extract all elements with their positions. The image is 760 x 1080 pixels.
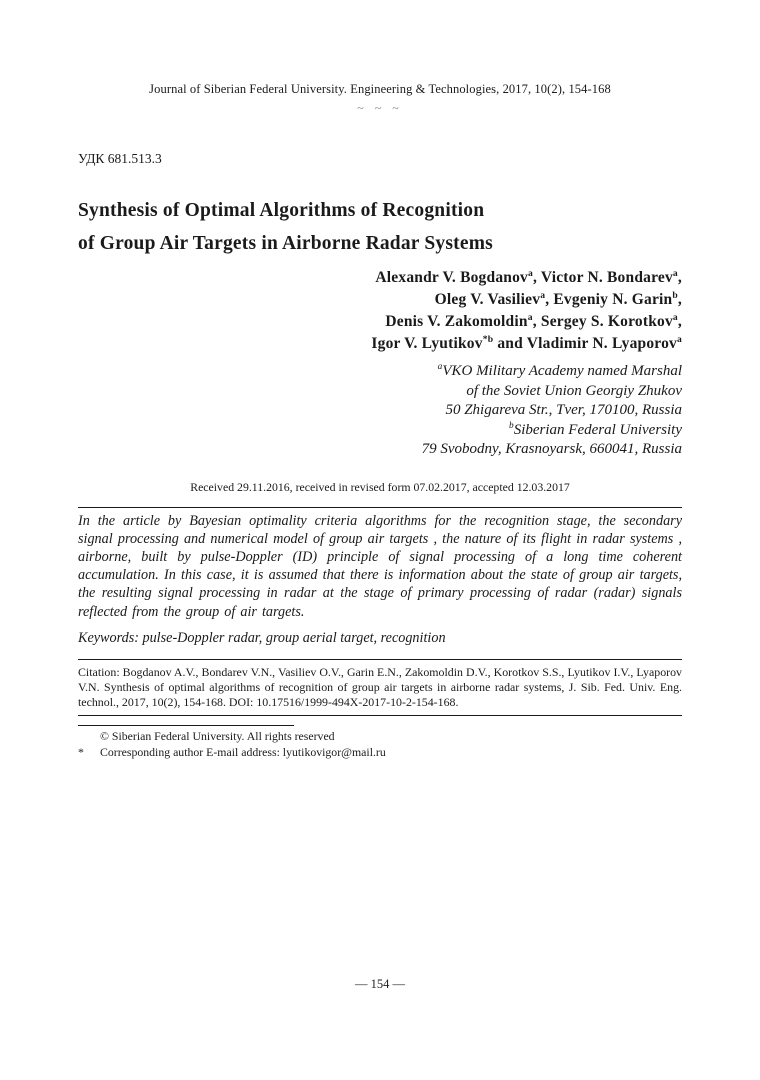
tilde-separator: ~ ~ ~ (357, 101, 403, 115)
author-name: Denis V. Zakomoldin (385, 313, 528, 330)
affiliation-line (78, 401, 682, 421)
article-title-line-1: Synthesis of Optimal Algorithms of Recognition (78, 200, 485, 221)
author-affiliation-sup: a (677, 333, 682, 345)
author-line (78, 311, 682, 333)
affiliation-text: VKO Military Academy named Marshal (442, 363, 682, 379)
author-line-tail: , (677, 291, 682, 308)
corresponding-author-text: Corresponding author E-mail address: lyutikovigor@mail.ru (100, 744, 386, 759)
keywords-line: Keywords: pulse-Doppler radar, group aerial target, recognition (78, 629, 446, 646)
affiliations-block (78, 362, 682, 460)
affiliation-sup: b (509, 420, 514, 431)
author-affiliation-sup: a (672, 311, 678, 323)
author-line (78, 267, 682, 289)
author-line-tail: , (677, 269, 682, 286)
article-title-line-2: of Group Air Targets in Airborne Radar Systems (78, 233, 493, 254)
affiliation-text: 50 Zhigareva Str., Tver, 170100, Russia (445, 402, 682, 418)
author-affiliation-sup: b (672, 289, 678, 301)
author-name: and Vladimir N. Lyaporov (493, 335, 677, 352)
affiliation-text: of the Soviet Union Georgiy Zhukov (466, 382, 682, 399)
footnote-divider (78, 725, 294, 726)
citation-block: Citation: Bogdanov A.V., Bondarev V.N., Vasiliev O.V., Garin E.N., Zakomoldin D.V., Korotkov S.S., Lyutikov I.V., Lyaporov V.N. Synthesis of optimal algorithms of recognition of group air targets in airborne radar systems, J. Sib. Fed. Univ. Eng. technol., 2017, 10(2), 154-168. DOI: 10.17516/1999-494X-2017-10-2-154-168. (78, 664, 682, 710)
affiliation-line (78, 440, 682, 460)
author-name: , Sergey S. Korotkov (532, 313, 673, 330)
copyright-line: © Siberian Federal University. All rights reserved (100, 729, 335, 744)
divider-top-abstract (78, 507, 682, 508)
journal-header: Journal of Siberian Federal University. Engineering & Technologies, 2017, 10(2), 154-168 (149, 82, 611, 96)
footnote-asterisk: * (78, 744, 84, 759)
author-affiliation-sup: a (672, 267, 678, 279)
author-name: Oleg V. Vasiliev (434, 291, 541, 308)
affiliation-line (78, 382, 682, 402)
affiliation-line (78, 421, 682, 441)
author-affiliation-sup: a (540, 289, 546, 301)
received-dates: Received 29.11.2016, received in revised form 07.02.2017, accepted 12.03.2017 (190, 479, 570, 494)
author-affiliation-sup: a (528, 267, 533, 279)
article-title (78, 194, 682, 260)
author-line-tail: , (677, 313, 682, 330)
affiliation-line (78, 362, 682, 382)
author-line (78, 289, 682, 311)
affiliation-sup: a (437, 362, 443, 372)
content-column (78, 151, 682, 760)
author-line (78, 333, 682, 355)
authors-block (78, 267, 682, 355)
udc-code: УДК 681.513.3 (78, 151, 162, 166)
corresponding-author-line (78, 745, 682, 761)
author-name: , Evgeniy N. Garin (545, 291, 673, 308)
author-affiliation-sup: a (527, 311, 533, 323)
author-name: Igor V. Lyutikov (371, 335, 483, 352)
affiliation-text: 79 Svobodny, Krasnoyarsk, 660041, Russia (421, 441, 682, 457)
affiliation-text: Siberian Federal University (513, 421, 682, 438)
divider-bottom-citation (78, 715, 682, 716)
page-number: — 154 — (355, 977, 405, 991)
abstract-text: In the article by Bayesian optimality criteria algorithms for the recognition stage, the secondary signal processing and numerical model of group air targets , the nature of its flight in radar systems , airborne, built by pulse-Doppler (ID) principle of signal processing of a long time coherent accumulation. In this case, it is assumed that there is information about the state of group air targets, the resulting signal processing in radar at the stage of primary processing of radar (radar) signals reflected from the group of air targets. (78, 512, 682, 620)
author-affiliation-sup: *b (482, 333, 494, 345)
author-name: , Victor N. Bondarev (533, 269, 673, 286)
author-name: Alexandr V. Bogdanov (375, 269, 528, 286)
